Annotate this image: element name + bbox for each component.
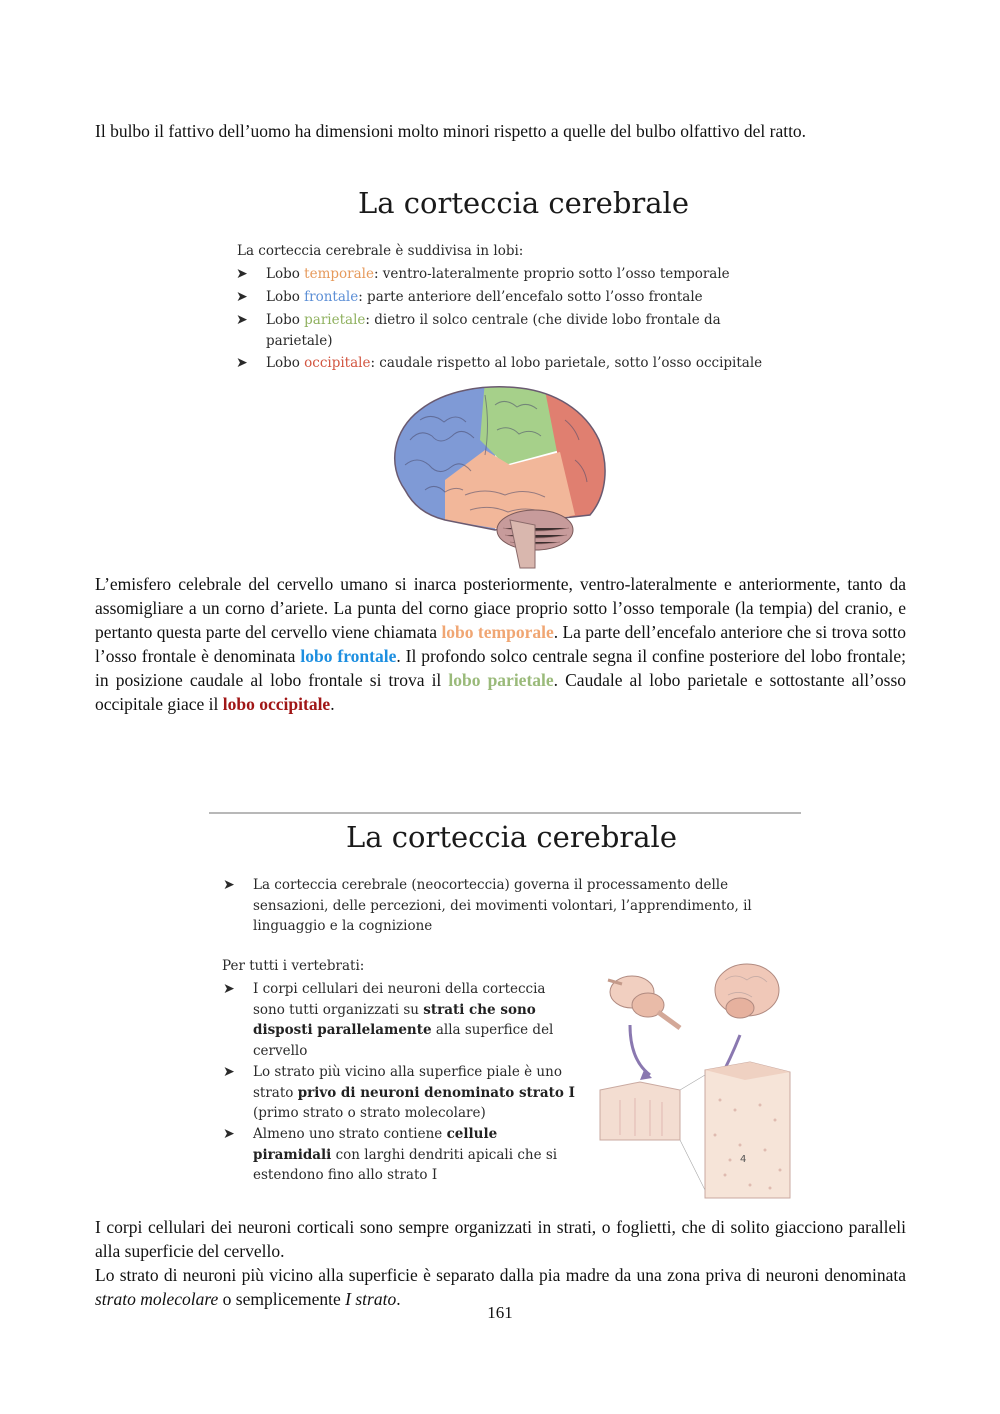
slide-title: La corteccia cerebrale xyxy=(358,186,689,220)
page-number: 161 xyxy=(487,1303,513,1322)
lobes-paragraph: L’emisfero celebrale del cervello umano si inarca posteriormente, ventro-lateralmente e anteriormente, tanto da assomigliare a un corno d’ariete. La punta del corno giace proprio sotto l’osso temporale (la tempia) del cranio, e pertanto questa parte del cervello viene chiamata lobo temporale. La parte dell’encefalo anteriore che si trova sotto l’osso frontale è denominata lobo frontale. Il profondo solco centrale segna il confine posteriore del lobo frontale; in posizione caudale al lobo frontale si trova il lobo parietale. Caudale al lobo parietale e sottostante all’osso occipitale giace il lobo occipitale. xyxy=(95,574,907,714)
slide-subhead: Per tutti i vertebrati: xyxy=(222,958,365,974)
term-lobo-temporale: lobo temporale xyxy=(441,622,554,642)
bullet-arrow-icon: ➤ xyxy=(236,289,248,305)
bullet-arrow-icon: ➤ xyxy=(236,312,248,328)
term-i-strato: I strato xyxy=(345,1289,397,1309)
bullet-arrow-icon: ➤ xyxy=(223,1064,235,1080)
bullet-arrow-icon: ➤ xyxy=(223,1126,235,1142)
term-lobo-parietale: lobo parietale xyxy=(448,670,554,690)
term-lobo-frontale: lobo frontale xyxy=(300,646,397,666)
cortex-layers-illustration xyxy=(590,950,805,1200)
slide-divider xyxy=(209,812,801,814)
term-strato-molecolare: strato molecolare xyxy=(95,1289,219,1309)
term-lobo-occipitale: lobo occipitale xyxy=(222,694,331,714)
layers-paragraph: I corpi cellulari dei neuroni corticali sono sempre organizzati in strati, o foglietti, che di solito giacciono paralleli alla superficie del cervello. xyxy=(95,1217,906,1261)
bullet-arrow-icon: ➤ xyxy=(223,877,235,893)
bullet-arrow-icon: ➤ xyxy=(223,981,235,997)
brain-lobes-illustration xyxy=(385,380,615,570)
cortex-layer-number: 4 xyxy=(740,1154,747,1165)
intro-paragraph: Il bulbo il fattivo dell’uomo ha dimensioni molto minori rispetto a quelle del bulbo olfattivo del ratto. xyxy=(95,121,807,141)
bullet-arrow-icon: ➤ xyxy=(236,266,248,282)
slide-title: La corteccia cerebrale xyxy=(346,820,677,854)
molecular-layer-paragraph: Lo strato di neuroni più vicino alla superficie è separato dalla pia madre da una zona priva di neuroni denominata strato molecolare o semplicemente I strato. xyxy=(95,1265,906,1309)
bullet-arrow-icon: ➤ xyxy=(236,355,248,371)
slide-intro: La corteccia cerebrale è suddivisa in lobi: xyxy=(237,243,524,259)
